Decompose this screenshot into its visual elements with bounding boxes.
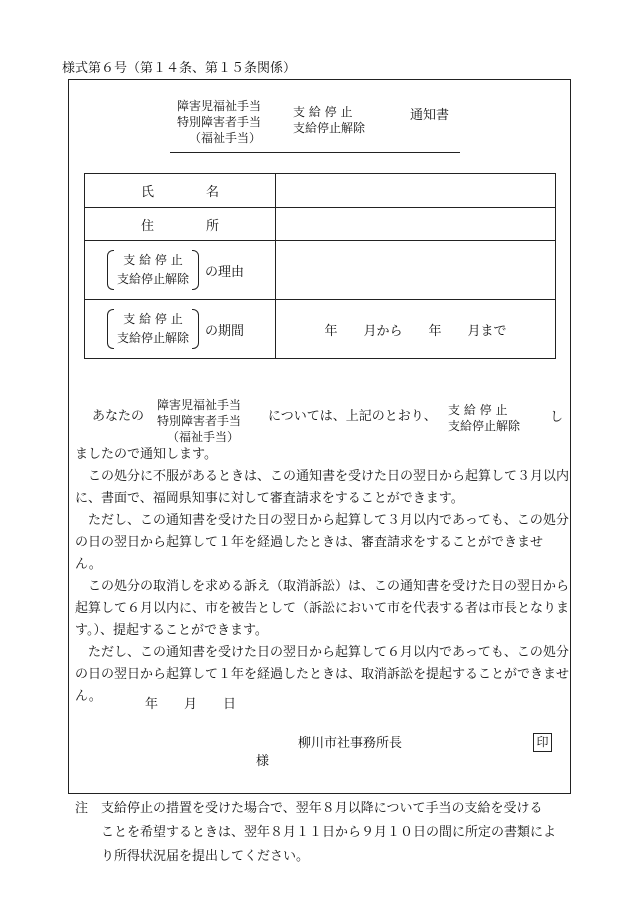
title-allowance-2: 特別障害者手当 — [177, 115, 262, 129]
footnote — [75, 797, 580, 869]
addressee-honorific: 様 — [256, 754, 270, 769]
body-text — [75, 444, 569, 708]
form-number: 様式第６号（第１４条、第１５条関係） — [62, 61, 297, 76]
reason-bracket-2: 支給停止解除 — [117, 272, 190, 286]
body-allowance-group — [157, 397, 241, 445]
body-paragraph-2: ただし、この通知書を受けた日の翌日から起算して３月以内であっても、この処分の日の翌日から起算して１年を経過したときは、審査請求をすることができません。 — [75, 513, 569, 572]
period-value-cell — [276, 300, 556, 359]
body-lead: あなたの — [92, 409, 145, 424]
address-row — [85, 208, 556, 241]
period-suffix: の期間 — [205, 323, 245, 339]
date-line: 年 月 日 — [145, 697, 237, 712]
name-value-cell — [276, 174, 556, 208]
period-bracket-1: 支 給 停 止 — [123, 312, 183, 326]
info-table — [84, 173, 556, 359]
reason-bracket — [107, 250, 199, 290]
body-action-1: 支 給 停 止 — [448, 403, 508, 417]
issuer-office: 柳川市社事務所長 — [298, 736, 403, 751]
title-allowance-1: 障害児福祉手当 — [177, 99, 262, 113]
body-middle: については、上記のとおり、 — [268, 409, 437, 424]
address-value-cell — [276, 208, 556, 241]
title-action-1: 支 給 停 止 — [293, 105, 353, 119]
reason-row — [85, 241, 556, 300]
footnote-line-2: ことを希望するときは、翌年８月１１日から９月１０日の間に所定の書類によ — [75, 825, 557, 840]
title-allowance-3: （福祉手当） — [189, 131, 262, 145]
seal-mark: 印 — [533, 733, 552, 752]
period-row — [85, 300, 556, 359]
reason-suffix: の理由 — [205, 264, 245, 280]
body-paragraph-4: ただし、この通知書を受けた日の翌日から起算して６月以内であっても、この処分の日の翌日から起算して１年を経過したときは、取消訴訟を提起することができません。 — [75, 645, 570, 704]
address-label: 住 所 — [140, 218, 219, 234]
reason-bracket-1: 支 給 停 止 — [123, 253, 183, 267]
body-paragraph-1: この処分に不服があるときは、この通知書を受けた日の翌日から起算して３月以内に、書面で、福岡県知事に対して審査請求をすることができます。 — [75, 469, 570, 506]
title-allowance-group — [177, 98, 261, 146]
reason-value-cell — [276, 241, 556, 300]
name-label: 氏 名 — [140, 185, 219, 200]
name-row — [85, 174, 556, 208]
body-action-2: 支給停止解除 — [448, 419, 521, 433]
period-bracket — [107, 309, 199, 349]
body-allowance-2: 特別障害者手当 — [157, 414, 242, 428]
body-allowance-3: （福祉手当） — [167, 430, 240, 444]
period-label-cell — [85, 300, 276, 359]
body-paragraph-3: この処分の取消しを求める訴え（取消訴訟）は、この通知書を受けた日の翌日から起算して６月以内に、市を被告として（訴訟において市を代表する者は市長となります。）、提起することができます。 — [75, 579, 570, 638]
period-value: 年 月から 年 月まで — [324, 323, 507, 339]
name-label-cell — [85, 174, 276, 208]
footnote-line-1: 注 支給停止の措置を受けた場合で、翌年８月以降について手当の支給を受ける — [75, 801, 543, 816]
body-shi: し — [550, 410, 564, 425]
title-notice: 通知書 — [410, 108, 450, 123]
reason-label-cell — [85, 241, 276, 300]
title-action-2: 支給停止解除 — [293, 121, 366, 135]
period-bracket-2: 支給停止解除 — [117, 331, 190, 345]
body-continuation: ましたので通知します。 — [75, 447, 217, 462]
body-allowance-1: 障害児福祉手当 — [157, 398, 242, 412]
address-label-cell — [85, 208, 276, 241]
title-underline — [170, 152, 460, 153]
body-action-group — [448, 402, 520, 434]
footnote-line-3: り所得状況届を提出してください。 — [75, 849, 310, 864]
title-action-group — [293, 104, 365, 136]
